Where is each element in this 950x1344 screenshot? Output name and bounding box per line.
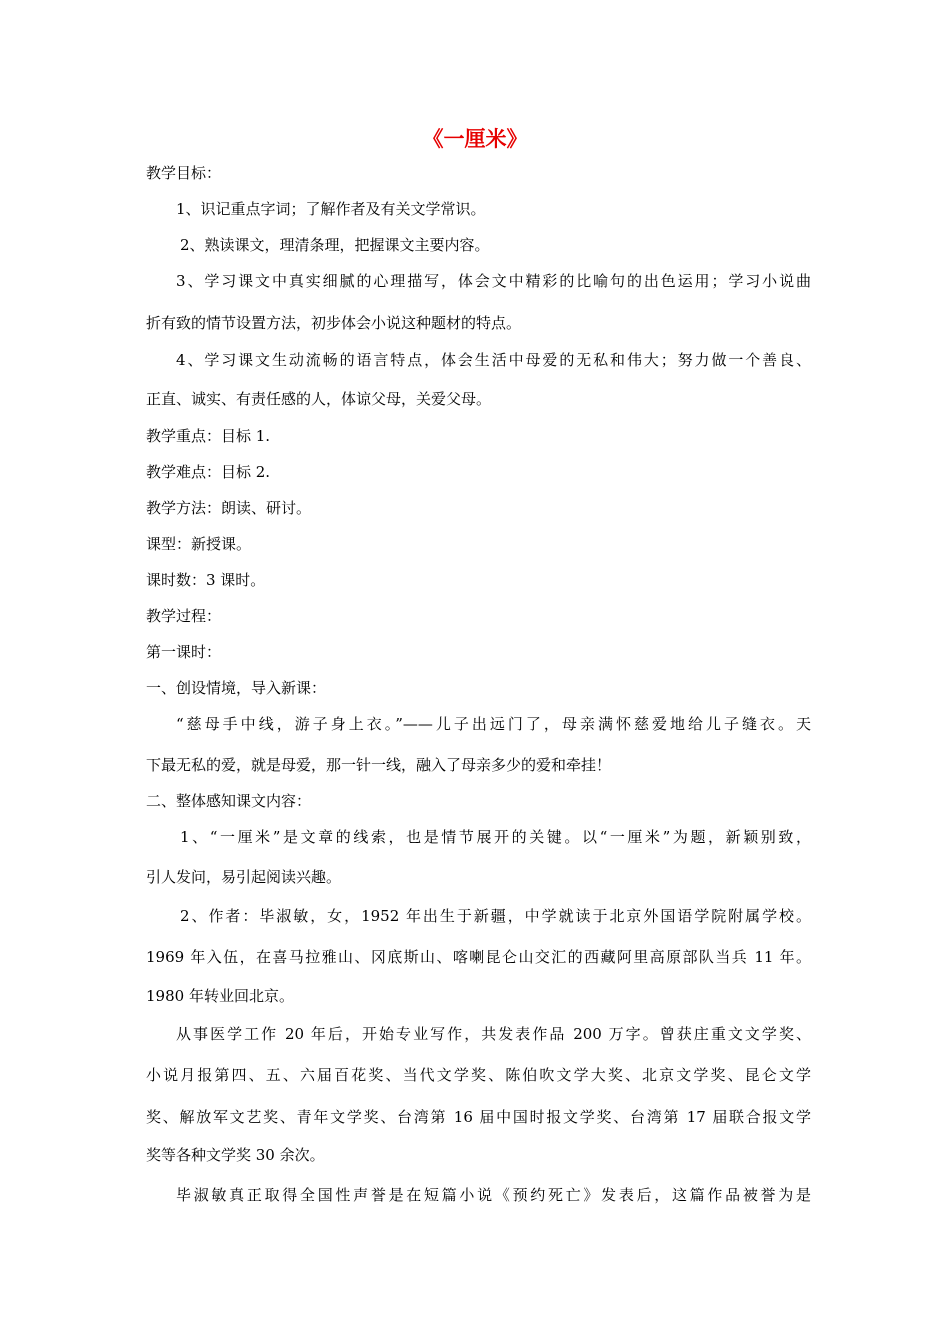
text-line: 1、识记重点字词；了解作者及有关文学常识。 <box>176 200 486 218</box>
text-line: 教学目标： <box>146 164 222 182</box>
text-line: 1969 年入伍，在喜马拉雅山、冈底斯山、喀喇昆仑山交汇的西藏阿里高原部队当兵 11 年。 <box>146 948 811 966</box>
text-line: 折有致的情节设置方法，初步体会小说这种题材的特点。 <box>146 314 522 332</box>
text-line: 2、作者：毕淑敏，女，1952 年出生于新疆，中学就读于北京外国语学院附属学校。 <box>180 907 811 925</box>
text-line: 小说月报第四、五、六届百花奖、当代文学奖、陈伯吹文学大奖、北京文学奖、昆仑文学 <box>146 1066 811 1084</box>
text-line: 正直、诚实、有责任感的人，体谅父母，关爱父母。 <box>146 390 492 408</box>
text-line: 毕淑敏真正取得全国性声誉是在短篇小说《预约死亡》发表后，这篇作品被誉为是 <box>176 1186 811 1204</box>
text-line: 第一课时： <box>146 643 222 661</box>
text-line: 2、熟读课文，理清条理，把握课文主要内容。 <box>180 236 490 254</box>
text-line: 教学方法：朗读、研讨。 <box>146 499 312 517</box>
text-line: 一、创设情境，导入新课： <box>146 679 327 697</box>
text-line: 课型：新授课。 <box>146 535 252 553</box>
text-line: 教学难点：目标 2. <box>146 463 271 481</box>
text-line: 奖等各种文学奖 30 余次。 <box>146 1146 325 1164</box>
text-line: 3、学习课文中真实细腻的心理描写，体会文中精彩的比喻句的出色运用；学习小说曲 <box>176 272 811 290</box>
text-line: 从事医学工作 20 年后，开始专业写作，共发表作品 200 万字。曾获庄重文文学奖、 <box>176 1025 811 1043</box>
text-line: 下最无私的爱，就是母爱，那一针一线，融入了母亲多少的爱和牵挂！ <box>146 756 612 774</box>
text-line: 课时数：3 课时。 <box>146 571 266 589</box>
text-line: 1、“一厘米”是文章的线索，也是情节展开的关键。以“一厘米”为题，新颖别致， <box>180 828 811 846</box>
text-line: 奖、解放军文艺奖、青年文学奖、台湾第 16 届中国时报文学奖、台湾第 17 届联合报文学 <box>146 1108 811 1126</box>
document-title: 《一厘米》 <box>422 126 528 151</box>
text-line: 二、整体感知课文内容： <box>146 792 312 810</box>
text-line: 教学过程： <box>146 607 222 625</box>
text-line: “慈母手中线，游子身上衣。”——儿子出远门了，母亲满怀慈爱地给儿子缝衣。天 <box>176 715 811 733</box>
text-line: 教学重点：目标 1. <box>146 427 271 445</box>
text-line: 引人发问，易引起阅读兴趣。 <box>146 868 342 886</box>
text-line: 4、学习课文生动流畅的语言特点，体会生活中母爱的无私和伟大；努力做一个善良、 <box>176 351 811 369</box>
text-line: 1980 年转业回北京。 <box>146 987 294 1005</box>
